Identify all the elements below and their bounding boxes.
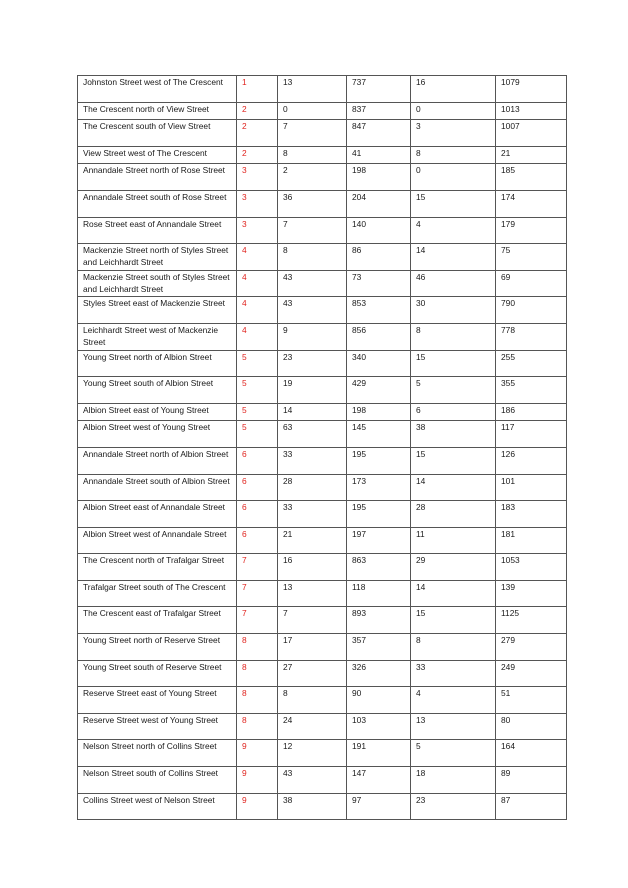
table-row [78, 120, 567, 147]
cell-value-5: 0 [411, 164, 496, 191]
cell-value-4: 357 [347, 634, 411, 661]
cell-value-3: 13 [278, 580, 347, 607]
cell-site: Nelson Street south of Collins Street [78, 767, 237, 794]
cell-value-5: 4 [411, 217, 496, 244]
cell-value-3: 63 [278, 421, 347, 448]
cell-value-3: 38 [278, 793, 347, 820]
cell-value-4: 145 [347, 421, 411, 448]
cell-value-3: 8 [278, 146, 347, 164]
cell-site: Leichhardt Street west of Mackenzie Street [78, 323, 237, 350]
cell-value-5: 8 [411, 146, 496, 164]
table-row [78, 634, 567, 661]
cell-value-5: 16 [411, 76, 496, 103]
table-row [78, 421, 567, 448]
cell-value-4: 198 [347, 164, 411, 191]
cell-value-5: 18 [411, 767, 496, 794]
table-row [78, 244, 567, 271]
cell-value-6: 87 [496, 793, 567, 820]
cell-value-3: 16 [278, 554, 347, 581]
cell-value-5: 5 [411, 377, 496, 404]
cell-group: 3 [237, 190, 278, 217]
table-row [78, 687, 567, 714]
cell-value-5: 38 [411, 421, 496, 448]
cell-value-4: 326 [347, 660, 411, 687]
cell-value-4: 195 [347, 447, 411, 474]
table-row [78, 164, 567, 191]
cell-site: Annandale Street south of Albion Street [78, 474, 237, 501]
cell-value-4: 847 [347, 120, 411, 147]
cell-value-6: 51 [496, 687, 567, 714]
cell-group: 4 [237, 323, 278, 350]
cell-site: The Crescent east of Trafalgar Street [78, 607, 237, 634]
cell-value-4: 73 [347, 270, 411, 297]
table-row [78, 607, 567, 634]
cell-site: Young Street north of Albion Street [78, 350, 237, 377]
cell-value-4: 90 [347, 687, 411, 714]
cell-value-4: 140 [347, 217, 411, 244]
table-row [78, 297, 567, 324]
cell-value-5: 3 [411, 120, 496, 147]
cell-value-3: 12 [278, 740, 347, 767]
cell-site: The Crescent north of View Street [78, 102, 237, 120]
cell-value-5: 15 [411, 607, 496, 634]
cell-site: Styles Street east of Mackenzie Street [78, 297, 237, 324]
cell-site: Reserve Street east of Young Street [78, 687, 237, 714]
table-row [78, 76, 567, 103]
cell-site: Young Street north of Reserve Street [78, 634, 237, 661]
cell-value-4: 893 [347, 607, 411, 634]
cell-value-3: 33 [278, 447, 347, 474]
cell-value-5: 33 [411, 660, 496, 687]
cell-value-5: 46 [411, 270, 496, 297]
cell-value-3: 17 [278, 634, 347, 661]
cell-value-6: 117 [496, 421, 567, 448]
cell-value-5: 28 [411, 501, 496, 528]
cell-group: 9 [237, 793, 278, 820]
cell-group: 4 [237, 270, 278, 297]
table-row [78, 102, 567, 120]
cell-value-4: 204 [347, 190, 411, 217]
cell-value-5: 6 [411, 403, 496, 421]
cell-group: 2 [237, 102, 278, 120]
cell-value-6: 75 [496, 244, 567, 271]
cell-value-3: 19 [278, 377, 347, 404]
cell-value-5: 14 [411, 474, 496, 501]
cell-value-4: 195 [347, 501, 411, 528]
cell-value-4: 856 [347, 323, 411, 350]
cell-site: Annandale Street north of Rose Street [78, 164, 237, 191]
table-row [78, 660, 567, 687]
cell-value-3: 43 [278, 270, 347, 297]
cell-group: 9 [237, 767, 278, 794]
table-row [78, 350, 567, 377]
cell-value-3: 7 [278, 607, 347, 634]
cell-site: Annandale Street south of Rose Street [78, 190, 237, 217]
cell-value-3: 13 [278, 76, 347, 103]
table-row [78, 146, 567, 164]
cell-site: View Street west of The Crescent [78, 146, 237, 164]
cell-value-3: 8 [278, 687, 347, 714]
cell-value-6: 101 [496, 474, 567, 501]
cell-value-4: 429 [347, 377, 411, 404]
cell-value-5: 4 [411, 687, 496, 714]
table-row [78, 554, 567, 581]
cell-value-3: 0 [278, 102, 347, 120]
cell-value-3: 9 [278, 323, 347, 350]
cell-value-5: 8 [411, 634, 496, 661]
cell-value-6: 181 [496, 527, 567, 554]
cell-value-3: 7 [278, 217, 347, 244]
cell-site: Mackenzie Street north of Styles Street and Leichhardt Street [78, 244, 237, 271]
cell-value-5: 8 [411, 323, 496, 350]
cell-group: 6 [237, 501, 278, 528]
cell-value-6: 89 [496, 767, 567, 794]
cell-value-3: 24 [278, 713, 347, 740]
cell-value-6: 126 [496, 447, 567, 474]
cell-value-3: 28 [278, 474, 347, 501]
cell-value-6: 249 [496, 660, 567, 687]
table-row [78, 190, 567, 217]
cell-value-4: 340 [347, 350, 411, 377]
cell-site: The Crescent south of View Street [78, 120, 237, 147]
cell-value-3: 8 [278, 244, 347, 271]
cell-value-3: 43 [278, 767, 347, 794]
cell-site: Albion Street east of Annandale Street [78, 501, 237, 528]
table-row [78, 474, 567, 501]
cell-value-4: 198 [347, 403, 411, 421]
cell-group: 5 [237, 377, 278, 404]
cell-value-4: 118 [347, 580, 411, 607]
cell-group: 7 [237, 554, 278, 581]
cell-value-6: 21 [496, 146, 567, 164]
cell-value-3: 7 [278, 120, 347, 147]
cell-value-6: 1007 [496, 120, 567, 147]
table-row [78, 501, 567, 528]
cell-group: 6 [237, 447, 278, 474]
cell-value-4: 853 [347, 297, 411, 324]
cell-value-3: 33 [278, 501, 347, 528]
traffic-count-table [77, 75, 567, 820]
cell-value-4: 173 [347, 474, 411, 501]
cell-value-6: 185 [496, 164, 567, 191]
cell-value-5: 29 [411, 554, 496, 581]
cell-value-4: 147 [347, 767, 411, 794]
cell-group: 8 [237, 687, 278, 714]
cell-value-3: 27 [278, 660, 347, 687]
cell-value-4: 191 [347, 740, 411, 767]
table-row [78, 740, 567, 767]
cell-value-6: 1013 [496, 102, 567, 120]
cell-group: 8 [237, 634, 278, 661]
cell-value-5: 11 [411, 527, 496, 554]
table-row [78, 527, 567, 554]
cell-site: Trafalgar Street south of The Crescent [78, 580, 237, 607]
cell-value-5: 15 [411, 350, 496, 377]
cell-value-3: 43 [278, 297, 347, 324]
cell-group: 5 [237, 403, 278, 421]
cell-value-3: 36 [278, 190, 347, 217]
cell-value-4: 863 [347, 554, 411, 581]
cell-value-6: 255 [496, 350, 567, 377]
cell-site: Reserve Street west of Young Street [78, 713, 237, 740]
cell-value-3: 21 [278, 527, 347, 554]
cell-group: 3 [237, 217, 278, 244]
cell-group: 8 [237, 713, 278, 740]
cell-site: Johnston Street west of The Crescent [78, 76, 237, 103]
cell-value-6: 186 [496, 403, 567, 421]
cell-value-6: 139 [496, 580, 567, 607]
cell-group: 1 [237, 76, 278, 103]
cell-site: Young Street south of Reserve Street [78, 660, 237, 687]
cell-group: 7 [237, 607, 278, 634]
cell-value-6: 279 [496, 634, 567, 661]
cell-value-6: 355 [496, 377, 567, 404]
cell-value-3: 23 [278, 350, 347, 377]
cell-site: The Crescent north of Trafalgar Street [78, 554, 237, 581]
cell-value-6: 1125 [496, 607, 567, 634]
cell-value-5: 13 [411, 713, 496, 740]
cell-site: Albion Street west of Annandale Street [78, 527, 237, 554]
table-row [78, 713, 567, 740]
table-row [78, 323, 567, 350]
cell-group: 4 [237, 297, 278, 324]
cell-value-6: 1079 [496, 76, 567, 103]
cell-site: Albion Street east of Young Street [78, 403, 237, 421]
cell-value-6: 69 [496, 270, 567, 297]
cell-value-4: 103 [347, 713, 411, 740]
cell-value-5: 0 [411, 102, 496, 120]
cell-group: 9 [237, 740, 278, 767]
cell-site: Rose Street east of Annandale Street [78, 217, 237, 244]
cell-group: 4 [237, 244, 278, 271]
cell-value-6: 778 [496, 323, 567, 350]
cell-group: 6 [237, 474, 278, 501]
cell-group: 5 [237, 421, 278, 448]
cell-value-5: 15 [411, 190, 496, 217]
cell-site: Collins Street west of Nelson Street [78, 793, 237, 820]
cell-value-3: 14 [278, 403, 347, 421]
table-row [78, 793, 567, 820]
table-row [78, 580, 567, 607]
table-row [78, 403, 567, 421]
cell-value-4: 41 [347, 146, 411, 164]
table-row [78, 767, 567, 794]
cell-value-6: 183 [496, 501, 567, 528]
cell-value-6: 174 [496, 190, 567, 217]
cell-group: 6 [237, 527, 278, 554]
cell-value-3: 2 [278, 164, 347, 191]
cell-value-5: 23 [411, 793, 496, 820]
cell-value-5: 14 [411, 580, 496, 607]
table-body [78, 76, 567, 820]
cell-value-5: 14 [411, 244, 496, 271]
cell-value-4: 737 [347, 76, 411, 103]
cell-value-6: 1053 [496, 554, 567, 581]
cell-site: Young Street south of Albion Street [78, 377, 237, 404]
cell-value-4: 86 [347, 244, 411, 271]
cell-site: Albion Street west of Young Street [78, 421, 237, 448]
cell-group: 3 [237, 164, 278, 191]
cell-group: 2 [237, 120, 278, 147]
cell-value-4: 837 [347, 102, 411, 120]
cell-site: Mackenzie Street south of Styles Street and Leichhardt Street [78, 270, 237, 297]
cell-group: 7 [237, 580, 278, 607]
cell-group: 8 [237, 660, 278, 687]
cell-value-6: 179 [496, 217, 567, 244]
cell-group: 2 [237, 146, 278, 164]
cell-value-5: 5 [411, 740, 496, 767]
cell-value-6: 790 [496, 297, 567, 324]
table-row [78, 377, 567, 404]
table-row [78, 447, 567, 474]
cell-site: Nelson Street north of Collins Street [78, 740, 237, 767]
cell-value-5: 15 [411, 447, 496, 474]
cell-value-6: 80 [496, 713, 567, 740]
table-row [78, 270, 567, 297]
cell-value-6: 164 [496, 740, 567, 767]
cell-value-4: 97 [347, 793, 411, 820]
cell-value-4: 197 [347, 527, 411, 554]
cell-site: Annandale Street north of Albion Street [78, 447, 237, 474]
cell-group: 5 [237, 350, 278, 377]
table-row [78, 217, 567, 244]
cell-value-5: 30 [411, 297, 496, 324]
